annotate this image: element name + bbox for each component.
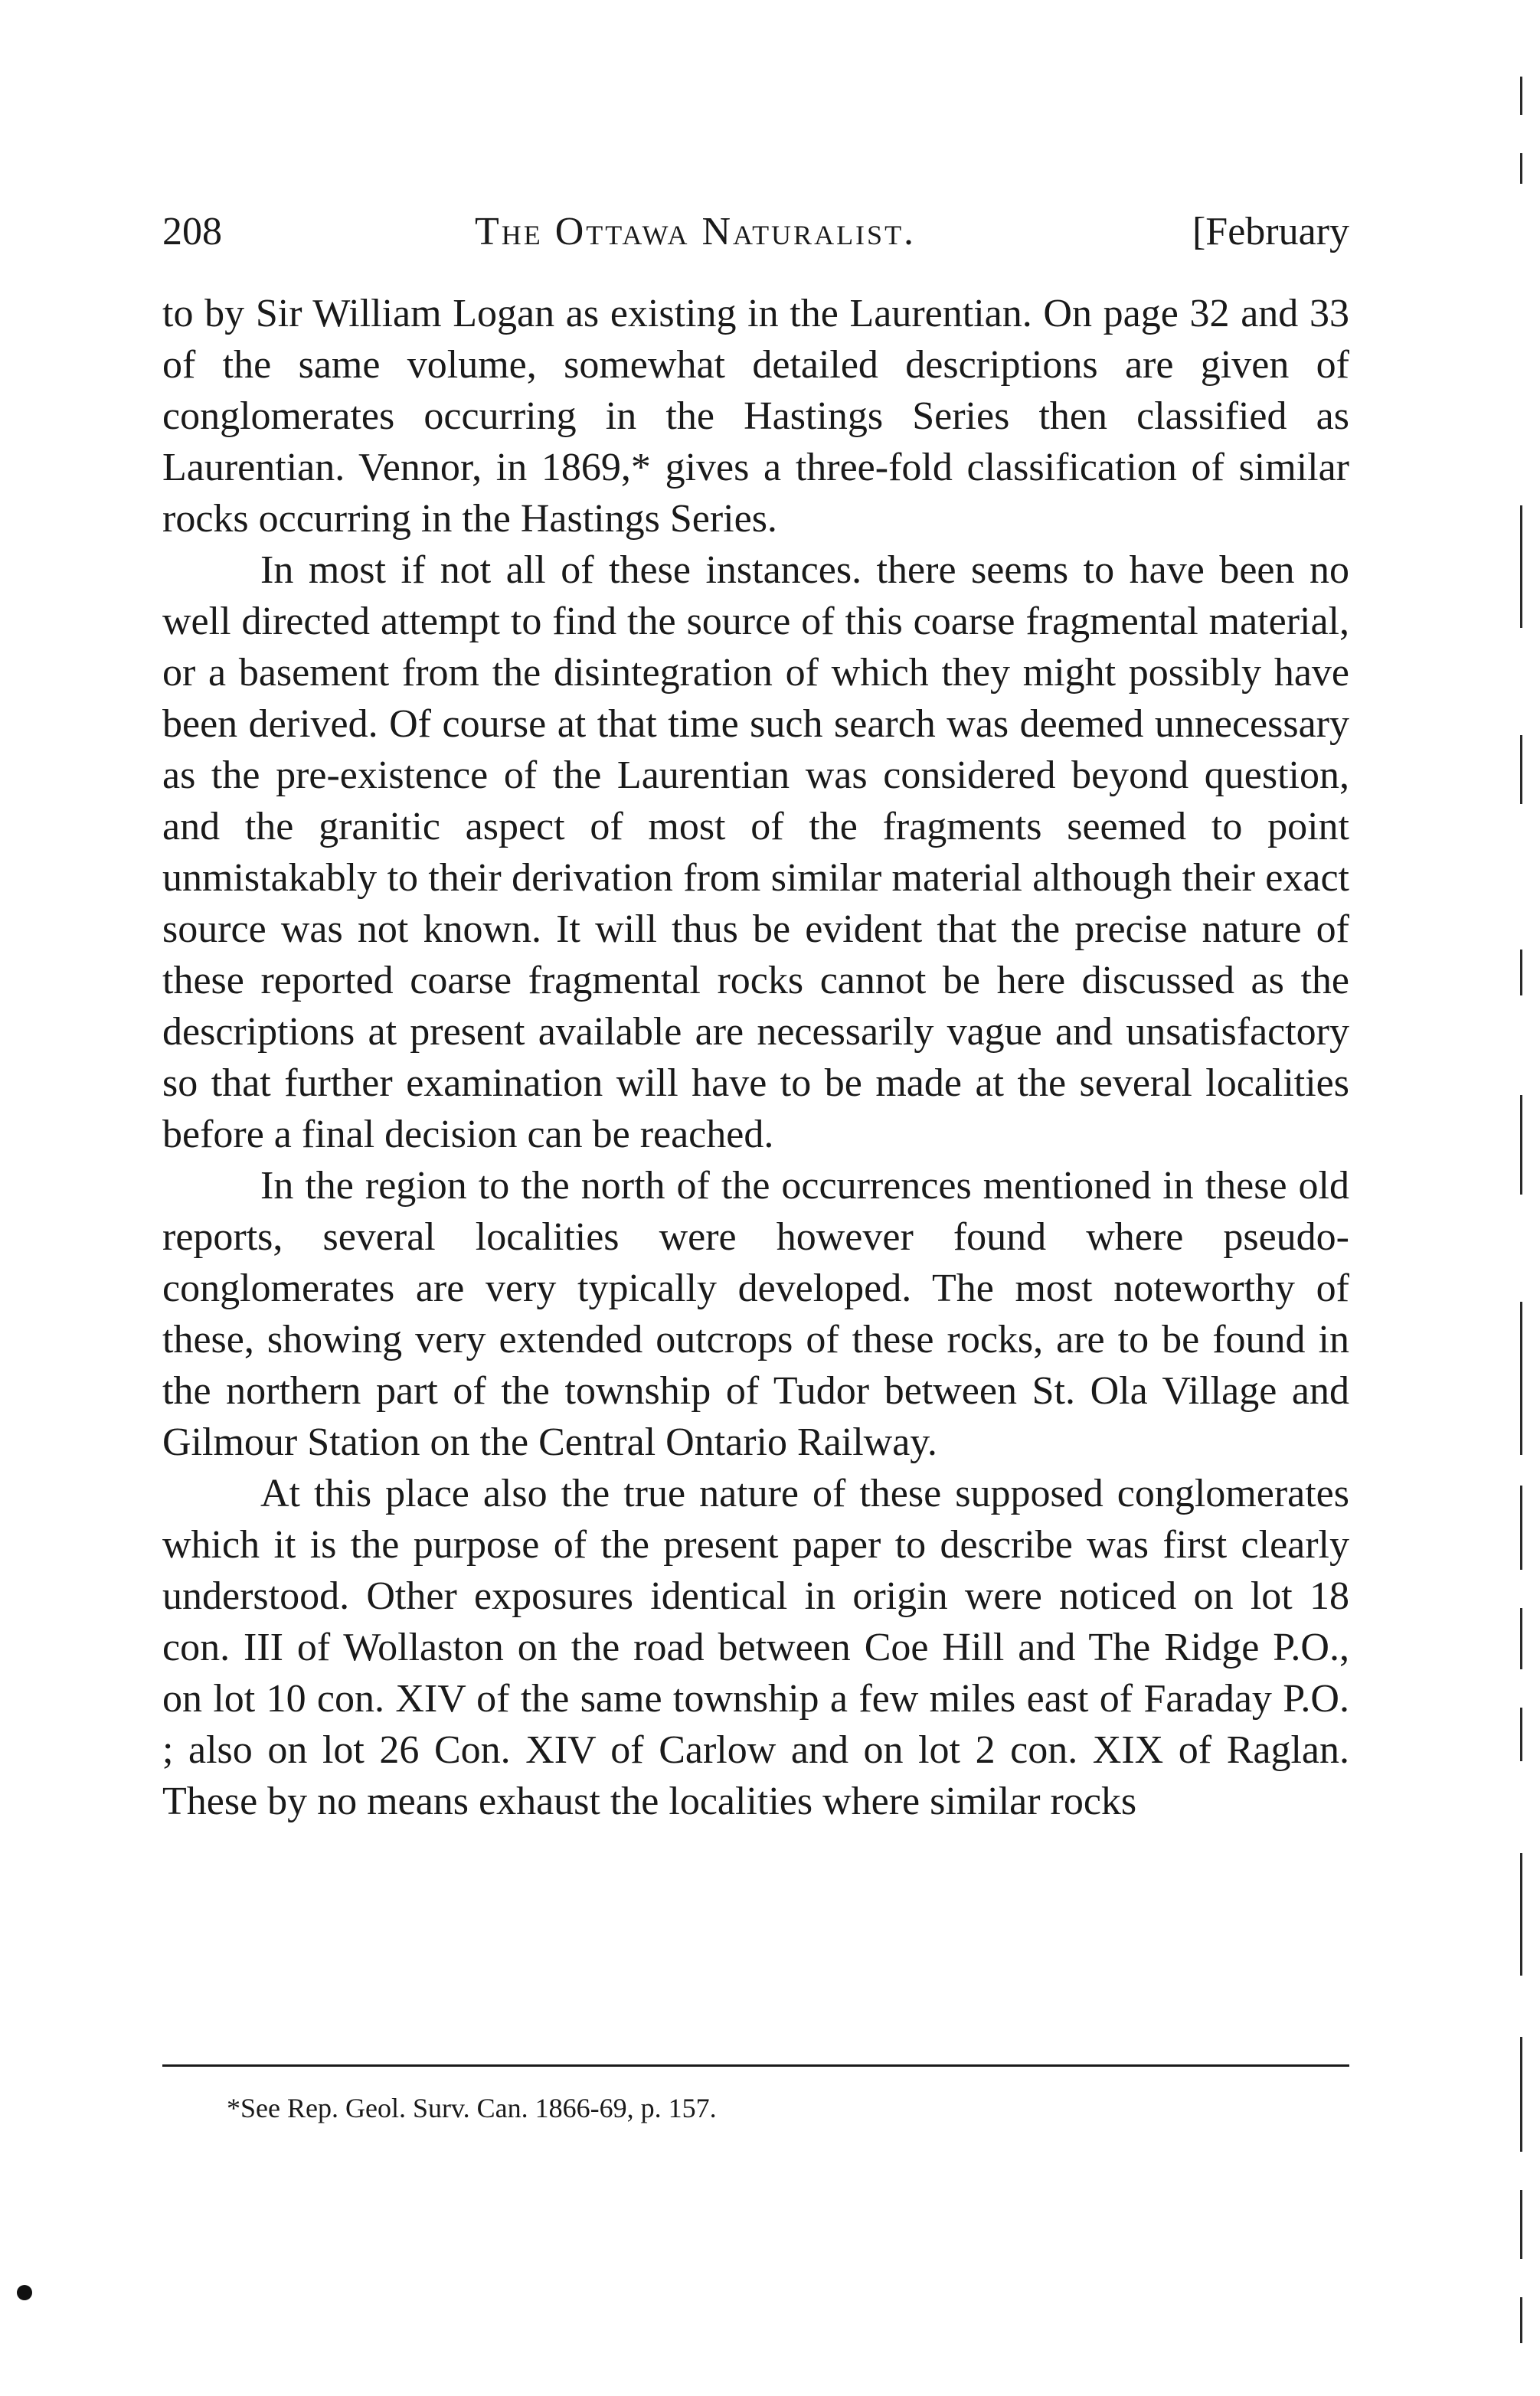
paragraph-3: In the region to the north of the occurrences mentioned in these old reports, several localities were however found where pseudo-conglomerates are very typically developed. The most noteworthy of these, showing very extended outcrops of these rocks, are to be found in the northern part of the township of Tudor between St. Ola Village and Gilmour Station on the Central Ontario Railway.: [162, 1164, 1349, 1464]
body-text: [162, 288, 1349, 1827]
journal-title: The Ottawa Naturalist.: [475, 210, 917, 253]
paragraph-4: At this place also the true nature of these supposed conglomerates which it is the purpose of the present paper to describe was first clearly understood. Other exposures identical in origin were noticed on lot 18 con. III of Wollaston on the road between Coe Hill and The Ridge P.O., on lot 10 con. XIV of the same township a few miles east of Faraday P.O. ; also on lot 26 Con. XIV of Carlow and on lot 2 con. XIX of Raglan. These by no means exhaust the localities where similar rocks: [162, 1472, 1349, 1823]
paragraph-2: In most if not all of these instances. there seems to have been no well directed attempt to find the source of this coarse fragmental material, or a basement from the disintegration of which they might possibly have been derived. Of course at that time such search was deemed unnecessary as the pre-existence of the Laurentian was considered beyond question, and the granitic aspect of most of the fragments seemed to point unmistakably to their derivation from similar material although their exact source was not known. It will thus be evident that the precise nature of these reported coarse fragmental rocks cannot be here discussed as the descriptions at present available are necessarily vague and unsatisfactory so that further examination will have to be made at the several localities before a final decision can be reached.: [162, 548, 1349, 1156]
footnote: *See Rep. Geol. Surv. Can. 1866-69, p. 157.: [227, 2093, 717, 2123]
paragraph-1: to by Sir William Logan as existing in the Laurentian. On page 32 and 33 of the same volume, somewhat detailed descriptions are given of conglomerates occurring in the Hastings Series then classified as Laurentian. Vennor, in 1869,* gives a three-fold classification of similar rocks occurring in the Hastings Series.: [162, 292, 1349, 541]
issue-month: [February: [1192, 210, 1349, 253]
running-head: [162, 205, 1349, 259]
footnote-rule: [162, 2064, 1349, 2067]
scan-speck: [17, 2285, 32, 2300]
scan-margin-marks: [1520, 46, 1535, 2343]
page-number: 208: [162, 210, 222, 253]
